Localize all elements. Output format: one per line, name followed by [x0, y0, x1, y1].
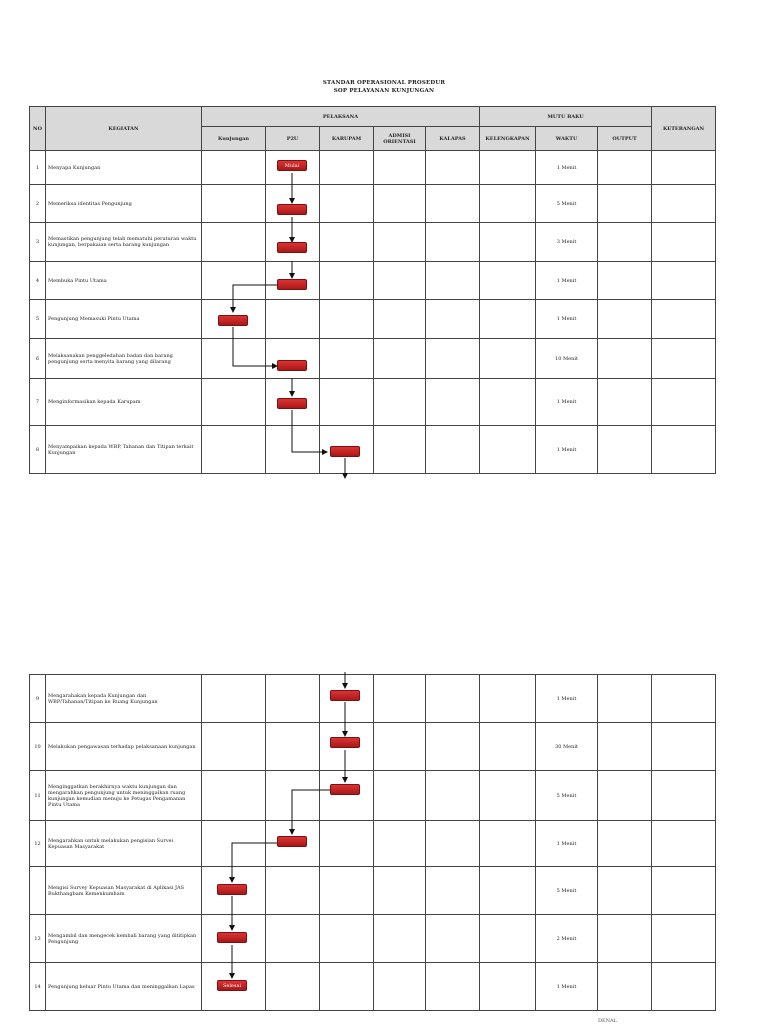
- cell-kunjungan: [202, 262, 266, 300]
- flow-box-4: [277, 279, 307, 290]
- row-waktu: 5 Menit: [536, 185, 598, 223]
- cell-kunjungan: [202, 223, 266, 262]
- cell-output: [598, 223, 652, 262]
- table-row: [30, 675, 716, 723]
- cell-kalapas: [426, 426, 480, 474]
- cell-output: [598, 675, 652, 723]
- cell-kunjungan: [202, 723, 266, 771]
- cell-kelengkapan: [480, 771, 536, 821]
- row-number: 1: [30, 151, 46, 185]
- row-waktu: 1 Menit: [536, 379, 598, 426]
- row-kegiatan: Menginggatkan berakhirnya waktu kunjungan dan mengarahkan pengunjung untuk meninggalkan ruang kunjungan kemudian menuju ke Petugas Pengamanan Pintu Utama: [46, 771, 202, 821]
- cell-kunjungan: [202, 426, 266, 474]
- row-number: 13: [30, 915, 46, 963]
- row-kegiatan: Melakukan pengawasan terhadap pelaksanaan kunjungan: [46, 723, 202, 771]
- table-row: [30, 771, 716, 821]
- row-kegiatan: Pengunjung Memasuki Pintu Utama: [46, 300, 202, 339]
- row-kegiatan: Membuka Pintu Utama: [46, 262, 202, 300]
- cell-kalapas: [426, 821, 480, 867]
- cell-admisi: [374, 300, 426, 339]
- header-admisi: ADMISI ORIENTASI: [374, 127, 426, 151]
- cell-p2u: [266, 300, 320, 339]
- header-pelaksana: PELAKSANA: [202, 107, 480, 127]
- cell-output: [598, 963, 652, 1011]
- cell-admisi: [374, 151, 426, 185]
- cell-karupam: [320, 151, 374, 185]
- sop-table-page2: [29, 674, 716, 1011]
- header-p2u: P2U: [266, 127, 320, 151]
- row-number: 11: [30, 771, 46, 821]
- row-number: [30, 867, 46, 915]
- cell-kelengkapan: [480, 339, 536, 379]
- header-waktu: WAKTU: [536, 127, 598, 151]
- sop-title: STANDAR OPERASIONAL PROSEDUR: [322, 80, 446, 86]
- row-waktu: 1 Menit: [536, 426, 598, 474]
- table-row: [30, 185, 716, 223]
- row-kegiatan: Mengambil dan mengecek kembali barang yang dititipkan Pengunjung: [46, 915, 202, 963]
- sop-subtitle: SOP PELAYANAN KUNJUNGAN: [333, 88, 435, 94]
- cell-kalapas: [426, 771, 480, 821]
- cell-kalapas: [426, 379, 480, 426]
- cell-admisi: [374, 821, 426, 867]
- table-row: [30, 300, 716, 339]
- cell-karupam: [320, 185, 374, 223]
- cell-p2u: [266, 963, 320, 1011]
- flow-box-3: [277, 242, 307, 253]
- cell-kalapas: [426, 300, 480, 339]
- cell-kelengkapan: [480, 915, 536, 963]
- header-kunjungan: Kunjungan: [202, 127, 266, 151]
- table-row: [30, 151, 716, 185]
- cell-karupam: [320, 963, 374, 1011]
- cell-p2u: [266, 723, 320, 771]
- cell-output: [598, 723, 652, 771]
- sop-table-page1: [29, 106, 716, 474]
- row-kegiatan: Mengisi Survey Kepuasan Masyarakat di Aplikasi JAS Bukthangbam Kemenkumham: [46, 867, 202, 915]
- row-kegiatan: Menginformasikan kepada Karupam: [46, 379, 202, 426]
- cell-p2u: [266, 915, 320, 963]
- table-row: [30, 262, 716, 300]
- cell-output: [598, 262, 652, 300]
- cell-karupam: [320, 223, 374, 262]
- cell-output: [598, 821, 652, 867]
- row-kegiatan: Melaksanakan penggeledahan badan dan barang pengunjung serta menyita barang yang dilarang: [46, 339, 202, 379]
- cell-admisi: [374, 915, 426, 963]
- cell-kelengkapan: [480, 867, 536, 915]
- cell-karupam: [320, 379, 374, 426]
- cell-output: [598, 379, 652, 426]
- row-waktu: 10 Menit: [536, 339, 598, 379]
- row-waktu: 1 Menit: [536, 675, 598, 723]
- header-kelengkapan: KELENGKAPAN: [480, 127, 536, 151]
- row-kegiatan: Menyampaikan kepada WBP, Tahanan dan Titipan terkait Kunjungan: [46, 426, 202, 474]
- header-no: NO: [30, 107, 46, 151]
- row-number: 2: [30, 185, 46, 223]
- cell-karupam: [320, 262, 374, 300]
- cell-karupam: [320, 771, 374, 821]
- cell-admisi: [374, 339, 426, 379]
- cell-kelengkapan: [480, 379, 536, 426]
- cell-kalapas: [426, 723, 480, 771]
- header-karupam: KARUPAM: [320, 127, 374, 151]
- cell-kalapas: [426, 151, 480, 185]
- cell-karupam: [320, 339, 374, 379]
- cell-keterangan: [652, 223, 716, 262]
- flow-box-8: [330, 446, 360, 457]
- cell-keterangan: [652, 821, 716, 867]
- table-row: [30, 379, 716, 426]
- cell-karupam: [320, 300, 374, 339]
- flow-box-5: [218, 315, 248, 326]
- cell-admisi: [374, 963, 426, 1011]
- cell-output: [598, 300, 652, 339]
- cell-kunjungan: [202, 675, 266, 723]
- cell-keterangan: [652, 151, 716, 185]
- cell-p2u: [266, 867, 320, 915]
- table-row: [30, 339, 716, 379]
- row-number: 4: [30, 262, 46, 300]
- row-waktu: 3 Menit: [536, 223, 598, 262]
- row-waktu: 1 Menit: [536, 821, 598, 867]
- cell-kalapas: [426, 185, 480, 223]
- header-output: OUTPUT: [598, 127, 652, 151]
- cell-output: [598, 339, 652, 379]
- cell-kelengkapan: [480, 821, 536, 867]
- header-mutu-baku: MUTU BAKU: [480, 107, 652, 127]
- row-waktu: 30 Menit: [536, 723, 598, 771]
- row-waktu: 5 Menit: [536, 771, 598, 821]
- cell-output: [598, 867, 652, 915]
- cell-output: [598, 771, 652, 821]
- cell-kalapas: [426, 339, 480, 379]
- cell-kelengkapan: [480, 963, 536, 1011]
- cell-keterangan: [652, 185, 716, 223]
- flow-box-6: [277, 360, 307, 371]
- flow-box-9: [330, 690, 360, 701]
- flow-box-7: [277, 398, 307, 409]
- header-kalapas: KALAPAS: [426, 127, 480, 151]
- cell-kalapas: [426, 675, 480, 723]
- header-keterangan: KETERANGAN: [652, 107, 716, 151]
- cell-karupam: [320, 821, 374, 867]
- flow-box-survey: [217, 884, 247, 895]
- row-waktu: 5 Menit: [536, 867, 598, 915]
- cell-keterangan: [652, 300, 716, 339]
- cell-keterangan: [652, 426, 716, 474]
- table-row: [30, 821, 716, 867]
- cell-kalapas: [426, 915, 480, 963]
- cell-admisi: [374, 675, 426, 723]
- row-waktu: 1 Menit: [536, 151, 598, 185]
- cell-kelengkapan: [480, 675, 536, 723]
- row-number: 3: [30, 223, 46, 262]
- row-number: 5: [30, 300, 46, 339]
- cell-admisi: [374, 867, 426, 915]
- table-row: [30, 723, 716, 771]
- cell-kunjungan: [202, 821, 266, 867]
- row-kegiatan: Memeriksa identitas Pengunjung: [46, 185, 202, 223]
- cell-kunjungan: [202, 339, 266, 379]
- row-waktu: 1 Menit: [536, 300, 598, 339]
- footer-text: DENAL: [598, 1018, 617, 1024]
- row-number: 7: [30, 379, 46, 426]
- cell-kalapas: [426, 223, 480, 262]
- cell-keterangan: [652, 915, 716, 963]
- row-number: 8: [30, 426, 46, 474]
- cell-karupam: [320, 915, 374, 963]
- flow-box-11: [330, 784, 360, 795]
- cell-kelengkapan: [480, 723, 536, 771]
- row-kegiatan: Menyapa Kunjungan: [46, 151, 202, 185]
- cell-kunjungan: [202, 379, 266, 426]
- table-row: [30, 867, 716, 915]
- header-kegiatan: KEGIATAN: [46, 107, 202, 151]
- cell-kunjungan: [202, 151, 266, 185]
- cell-output: [598, 185, 652, 223]
- row-number: 10: [30, 723, 46, 771]
- row-waktu: 1 Menit: [536, 262, 598, 300]
- row-kegiatan: Pengunjung keluar Pintu Utama dan meninggalkan Lapas: [46, 963, 202, 1011]
- table-row: [30, 963, 716, 1011]
- row-waktu: 1 Menit: [536, 963, 598, 1011]
- cell-p2u: [266, 426, 320, 474]
- cell-p2u: [266, 675, 320, 723]
- cell-keterangan: [652, 675, 716, 723]
- cell-keterangan: [652, 963, 716, 1011]
- cell-admisi: [374, 771, 426, 821]
- cell-kelengkapan: [480, 300, 536, 339]
- cell-admisi: [374, 379, 426, 426]
- cell-admisi: [374, 262, 426, 300]
- table-row: [30, 223, 716, 262]
- cell-keterangan: [652, 379, 716, 426]
- flow-box-12: [277, 836, 307, 847]
- cell-output: [598, 915, 652, 963]
- row-number: 9: [30, 675, 46, 723]
- row-kegiatan: Memastikan pengunjung telah mematuhi peraturan waktu kunjungan, berpakaian serta barang kunjungan: [46, 223, 202, 262]
- cell-keterangan: [652, 262, 716, 300]
- cell-karupam: [320, 867, 374, 915]
- row-number: 14: [30, 963, 46, 1011]
- cell-admisi: [374, 426, 426, 474]
- row-number: 12: [30, 821, 46, 867]
- row-kegiatan: Mengarahkan untuk melakukan pengisian Survei Kepuasan Masyarakat: [46, 821, 202, 867]
- cell-keterangan: [652, 339, 716, 379]
- cell-kalapas: [426, 963, 480, 1011]
- table-row: [30, 915, 716, 963]
- cell-kelengkapan: [480, 223, 536, 262]
- table-row: [30, 426, 716, 474]
- row-kegiatan: Mengarahakan kepada Kunjungan dan WBP/Tahanan/Titipan ke Ruang Kunjungan: [46, 675, 202, 723]
- cell-kelengkapan: [480, 185, 536, 223]
- flow-box-2: [277, 204, 307, 215]
- cell-kunjungan: [202, 771, 266, 821]
- cell-admisi: [374, 223, 426, 262]
- flow-start-box: Mulai: [277, 160, 307, 171]
- flow-box-10: [330, 737, 360, 748]
- row-waktu: 2 Menit: [536, 915, 598, 963]
- cell-kunjungan: [202, 185, 266, 223]
- row-number: 6: [30, 339, 46, 379]
- cell-output: [598, 426, 652, 474]
- cell-p2u: [266, 339, 320, 379]
- cell-keterangan: [652, 771, 716, 821]
- cell-output: [598, 151, 652, 185]
- cell-kelengkapan: [480, 151, 536, 185]
- cell-kalapas: [426, 262, 480, 300]
- cell-p2u: [266, 771, 320, 821]
- cell-admisi: [374, 185, 426, 223]
- flow-box-13: [217, 932, 247, 943]
- cell-admisi: [374, 723, 426, 771]
- cell-kelengkapan: [480, 262, 536, 300]
- cell-kelengkapan: [480, 426, 536, 474]
- flow-end-box: Selesai: [217, 980, 247, 991]
- cell-keterangan: [652, 867, 716, 915]
- cell-kalapas: [426, 867, 480, 915]
- cell-keterangan: [652, 723, 716, 771]
